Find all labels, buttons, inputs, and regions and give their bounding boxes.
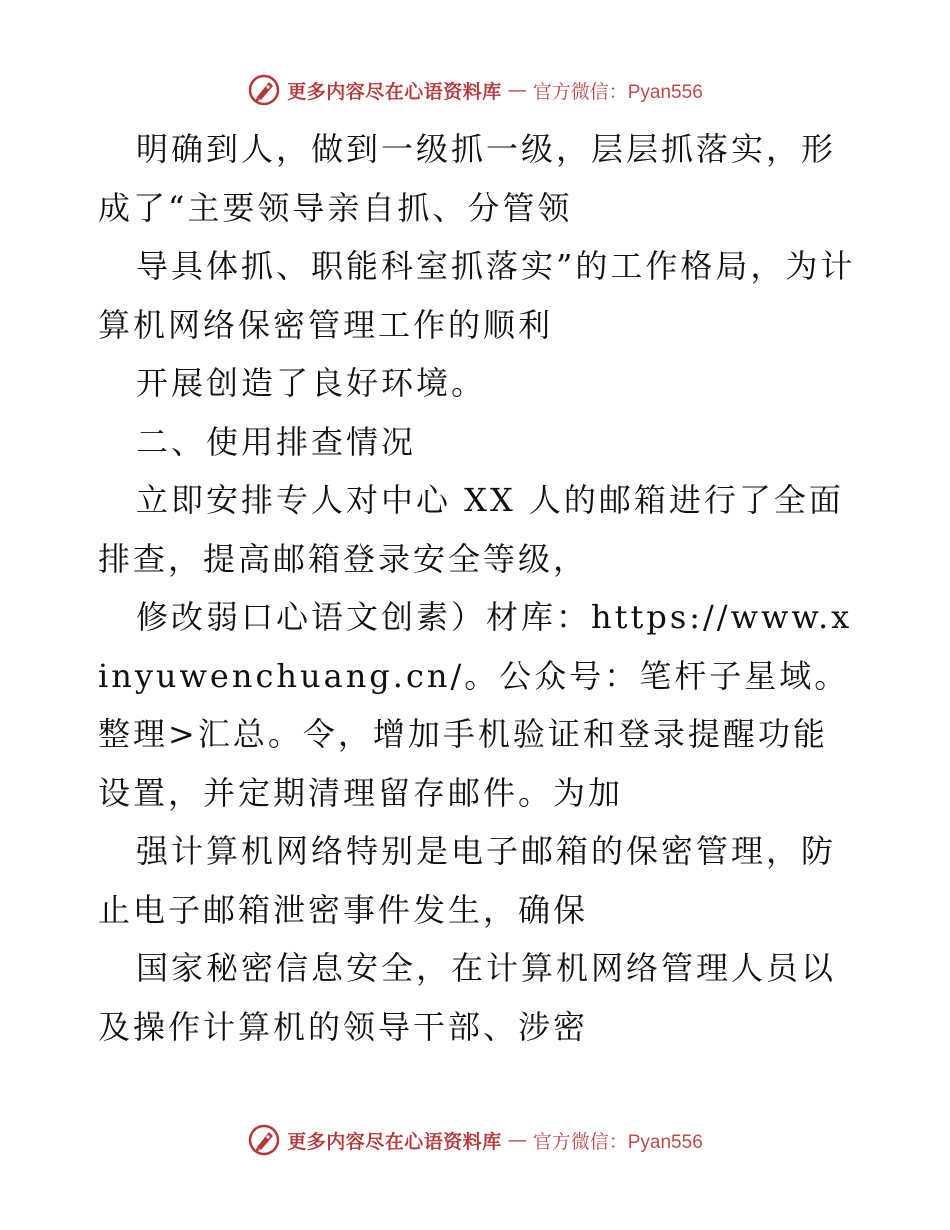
pen-nib-logo-icon bbox=[247, 1123, 281, 1157]
footer-separator: — bbox=[507, 1129, 527, 1151]
paragraph: 开展创造了良好环境。 bbox=[136, 364, 487, 402]
section-heading: 二、使用排查情况 bbox=[136, 422, 417, 461]
paragraph: 国家秘密信息安全，在计算机网络管理人员以及操作计算机的领导干部、涉密 bbox=[98, 949, 837, 1046]
pen-nib-logo-icon bbox=[247, 73, 281, 107]
header-separator: — bbox=[507, 79, 527, 101]
footer-brand-text: 更多内容尽在心语资料库 bbox=[287, 1130, 502, 1153]
paragraph: 强计算机网络特别是电子邮箱的保密管理，防止电子邮箱泄密事件发生，确保 bbox=[98, 832, 837, 929]
paragraph: 明确到人，做到一级抓一级，层层抓落实，形成了“主要领导亲自抓、分管领 bbox=[98, 130, 837, 227]
header-wechat-text: 官方微信：Pyan556 bbox=[532, 81, 703, 103]
paragraph: 立即安排专人对中心 XX 人的邮箱进行了全面排查，提高邮箱登录安全等级， bbox=[98, 481, 844, 578]
footer-banner bbox=[0, 1120, 950, 1160]
paragraph: 修改弱口心语文创素）材库：https://www.xinyuwenchuang.cn/。公众号：笔杆子星域。整理>汇总。令，增加手机验证和登录提醒功能设置，并定期清理留存邮件。为加 bbox=[98, 598, 853, 812]
header-banner bbox=[0, 70, 950, 110]
header-brand-text: 更多内容尽在心语资料库 bbox=[287, 80, 502, 103]
footer-wechat-text: 官方微信：Pyan556 bbox=[532, 1131, 703, 1153]
paragraph: 导具体抓、职能科室抓落实”的工作格局，为计算机网络保密管理工作的顺利 bbox=[98, 247, 856, 344]
document-body bbox=[98, 120, 858, 1056]
